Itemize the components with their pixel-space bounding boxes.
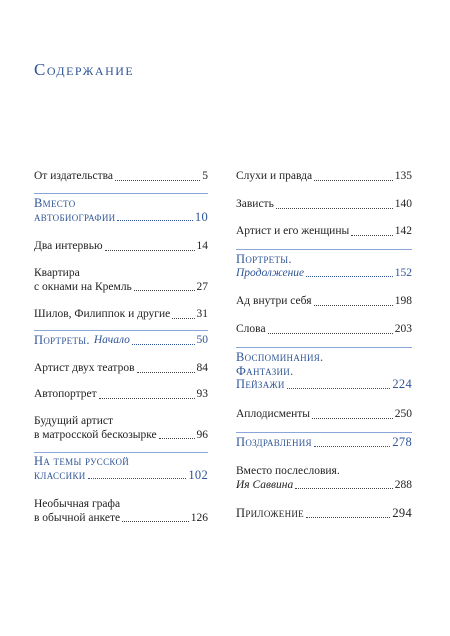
toc-entry-title: Артист двух театров <box>34 362 135 374</box>
toc-entry[interactable] <box>34 308 208 322</box>
section-divider <box>236 432 412 433</box>
toc-section-entry[interactable] <box>34 455 208 482</box>
toc-page-number: 50 <box>196 334 208 346</box>
dot-leader <box>314 446 391 447</box>
section-divider <box>236 347 412 348</box>
section-divider <box>34 452 208 453</box>
toc-entry-title: Аплодисменты <box>236 408 311 420</box>
toc-page-number: 14 <box>196 240 208 252</box>
toc-page-number: 96 <box>196 428 208 441</box>
toc-entry-title: в матросской бескозырке <box>34 428 157 441</box>
toc-entry-title: Артист и его женщины <box>236 225 350 237</box>
toc-page-number: 93 <box>196 388 208 400</box>
toc-entry-line: Квартира <box>34 267 80 279</box>
toc-page-number: 203 <box>394 323 412 335</box>
toc-entry-subtitle: Начало <box>93 334 130 346</box>
toc-page-number: 294 <box>392 506 412 520</box>
dot-leader <box>287 388 391 389</box>
toc-entry[interactable] <box>34 240 208 254</box>
toc-entry-title: Два интервью <box>34 240 103 252</box>
toc-entry[interactable] <box>34 498 208 525</box>
dot-leader <box>159 438 195 439</box>
toc-entry[interactable] <box>34 170 208 184</box>
toc-section-entry[interactable] <box>236 351 412 392</box>
toc-section-entry[interactable] <box>236 253 412 280</box>
toc-page-number: 278 <box>392 435 412 449</box>
toc-entry[interactable] <box>236 295 412 309</box>
toc-entry-title: Зависть <box>236 198 274 210</box>
toc-entry-line: Фантазии. <box>236 363 294 378</box>
toc-entry-line: Воспоминания. <box>236 350 324 364</box>
toc-entry-title: Слова <box>236 323 266 335</box>
toc-page-number: 250 <box>394 408 412 420</box>
toc-entry[interactable] <box>236 198 412 212</box>
toc-entry-line: Необычная графа <box>34 498 121 510</box>
toc-page-number: 84 <box>196 362 208 374</box>
toc-section-entry[interactable] <box>34 197 208 224</box>
dot-leader <box>268 333 393 334</box>
toc-entry-line: Будущий артист <box>34 415 113 427</box>
toc-entry-line: Портреты. <box>236 252 292 266</box>
toc-page-number: 135 <box>394 170 412 182</box>
toc-page-number: 198 <box>394 295 412 307</box>
dot-leader <box>105 250 195 251</box>
toc-entry-title: автобиографии <box>34 209 116 224</box>
dot-leader <box>351 235 393 236</box>
toc-entry[interactable] <box>34 362 208 376</box>
dot-leader <box>295 488 393 489</box>
dot-leader <box>306 517 390 518</box>
toc-entry-title: Поздравления <box>236 435 312 449</box>
section-divider <box>34 193 208 194</box>
toc-entry[interactable] <box>34 415 208 442</box>
toc-section-entry[interactable] <box>34 334 208 348</box>
toc-page-number: 224 <box>392 377 412 391</box>
dot-leader <box>306 276 393 277</box>
toc-page-number: 10 <box>194 209 208 224</box>
toc-entry-title: в обычной анкете <box>34 511 121 524</box>
toc-entry[interactable] <box>34 388 208 402</box>
section-divider <box>236 249 412 250</box>
dot-leader <box>117 220 192 221</box>
toc-entry[interactable] <box>34 267 208 294</box>
toc-entry-title: классики <box>34 467 86 482</box>
toc-page-number: 5 <box>202 170 208 182</box>
toc-page-number: 102 <box>188 467 208 482</box>
dot-leader <box>276 208 393 209</box>
toc-entry-line: На темы русской <box>34 454 130 468</box>
dot-leader <box>122 521 189 522</box>
dot-leader <box>88 478 187 479</box>
toc-entry-line: Вместо <box>34 196 76 210</box>
toc-entry-title: Пейзажи <box>236 377 285 391</box>
toc-entry[interactable] <box>236 170 412 184</box>
toc-page-number: 288 <box>394 478 412 491</box>
toc-entry-title: Ад внутри себя <box>236 295 312 307</box>
contents-heading: Содержание <box>34 60 135 79</box>
dot-leader <box>134 290 195 291</box>
dot-leader <box>314 305 393 306</box>
toc-entry-subtitle: Продолжение <box>236 266 305 279</box>
toc-entry-title: Слухи и правда <box>236 170 313 182</box>
toc-entry[interactable] <box>236 408 412 422</box>
dot-leader <box>137 372 195 373</box>
toc-page-number: 142 <box>394 225 412 237</box>
toc-entry-title: Шилов, Филиппок и другие <box>34 308 171 320</box>
toc-entry-title: Приложение <box>236 506 304 520</box>
toc-entry-title: От издательства <box>34 170 113 182</box>
toc-page-number: 140 <box>394 198 412 210</box>
dot-leader <box>312 418 393 419</box>
toc-page-number: 126 <box>190 511 208 524</box>
toc-entry-title: Ия Саввина <box>236 478 294 491</box>
dot-leader <box>314 180 393 181</box>
toc-page-number: 27 <box>196 280 208 293</box>
toc-entry-title: Портреты. <box>34 333 90 347</box>
toc-entry[interactable] <box>236 225 412 239</box>
toc-entry-line: Вместо послесловия. <box>236 465 340 477</box>
section-divider <box>34 330 208 331</box>
toc-entry-title: с окнами на Кремль <box>34 280 132 293</box>
toc-entry[interactable] <box>236 507 412 521</box>
toc-page-number: 152 <box>394 266 412 279</box>
dot-leader <box>115 180 200 181</box>
toc-section-entry[interactable] <box>236 436 412 450</box>
toc-page-number: 31 <box>196 308 208 320</box>
toc-entry-title: Автопортрет <box>34 388 97 400</box>
toc-entry[interactable] <box>236 323 412 337</box>
dot-leader <box>172 318 194 319</box>
dot-leader <box>99 398 195 399</box>
dot-leader <box>132 344 195 345</box>
toc-entry[interactable] <box>236 465 412 492</box>
